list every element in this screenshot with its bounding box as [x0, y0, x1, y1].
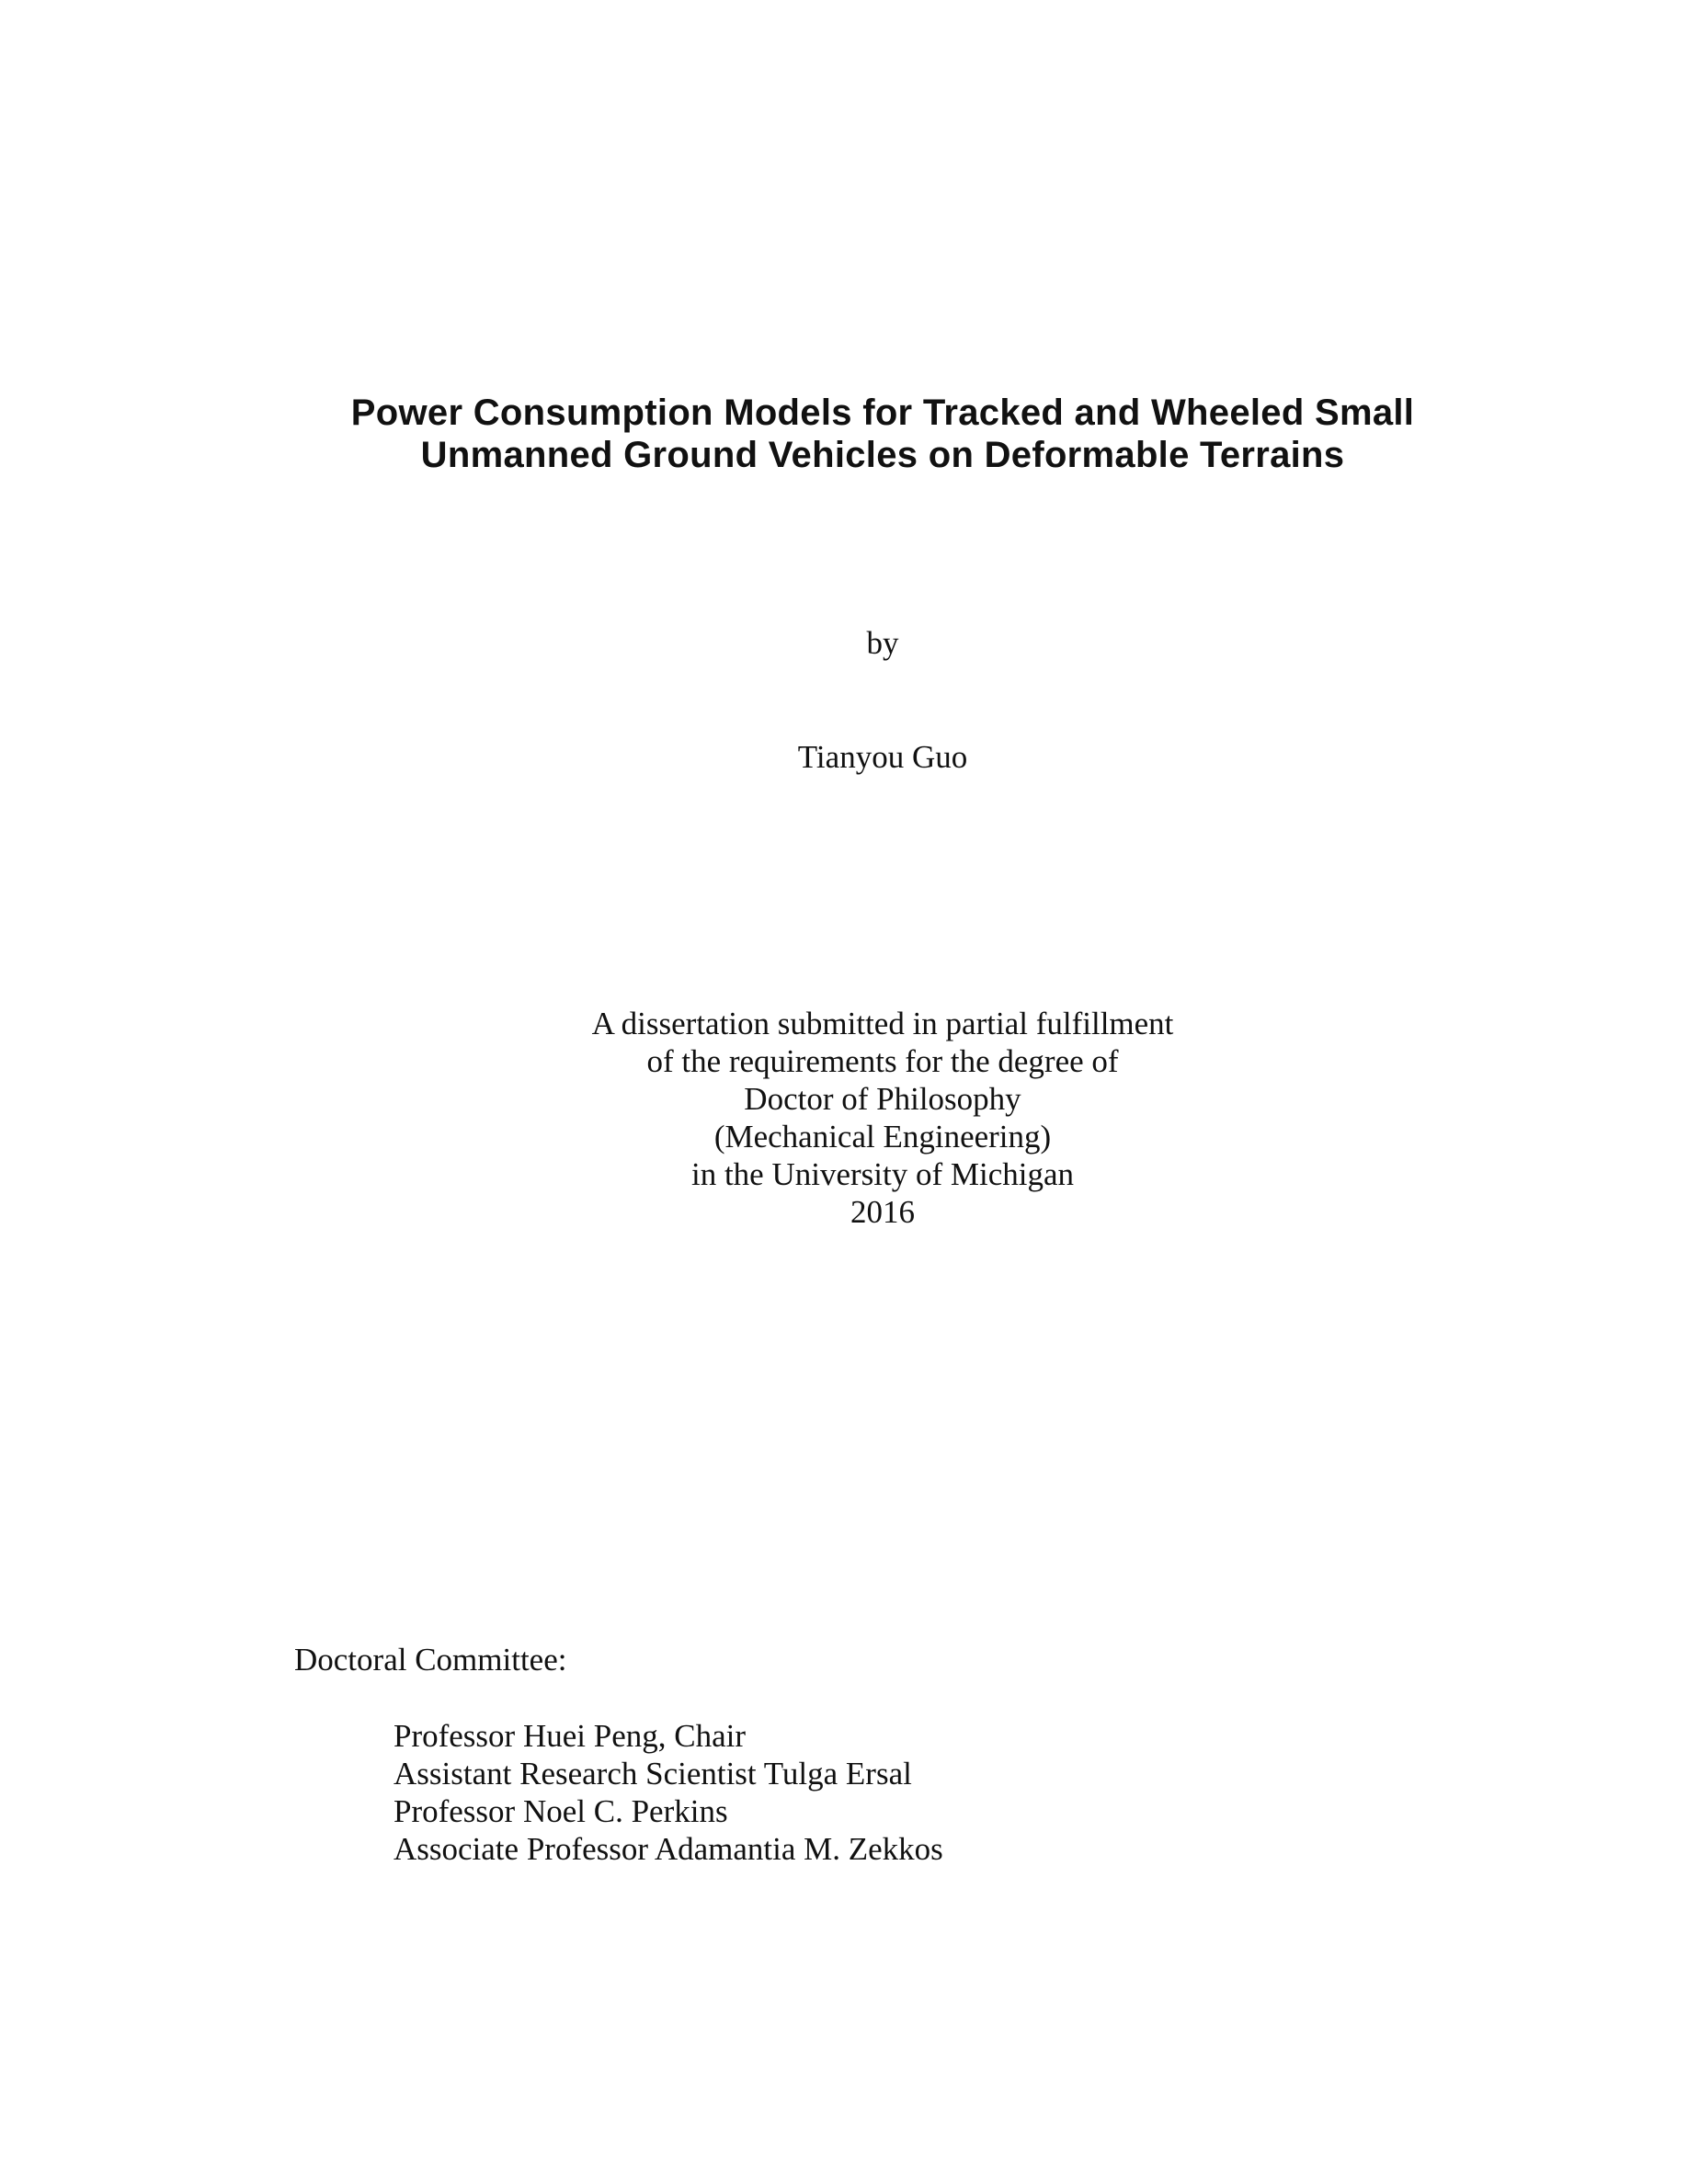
committee-list: [393, 1717, 943, 1868]
committee-member: Professor Noel C. Perkins: [393, 1793, 728, 1829]
by-text: by: [866, 625, 899, 661]
title-line-2: Unmanned Ground Vehicles on Deformable Terrains: [420, 435, 1345, 475]
statement-line-3: Doctor of Philosophy: [744, 1081, 1021, 1117]
title-line-1: Power Consumption Models for Tracked and Wheeled Small: [350, 392, 1415, 433]
degree-statement: [0, 1005, 1688, 1231]
dissertation-title: [0, 392, 1688, 476]
statement-line-2: of the requirements for the degree of: [646, 1043, 1119, 1079]
committee-member: Assistant Research Scientist Tulga Ersal: [393, 1756, 912, 1792]
statement-line-5: in the University of Michigan: [690, 1156, 1075, 1192]
author-name: Tianyou Guo: [797, 739, 968, 775]
committee-member: Associate Professor Adamantia M. Zekkos: [393, 1831, 943, 1867]
statement-line-1: A dissertation submitted in partial fulfillment: [591, 1006, 1174, 1041]
committee-label: Doctoral Committee:: [294, 1642, 567, 1678]
statement-year: 2016: [850, 1194, 915, 1230]
statement-line-4: (Mechanical Engineering): [713, 1119, 1052, 1155]
committee-member: Professor Huei Peng, Chair: [393, 1718, 747, 1754]
